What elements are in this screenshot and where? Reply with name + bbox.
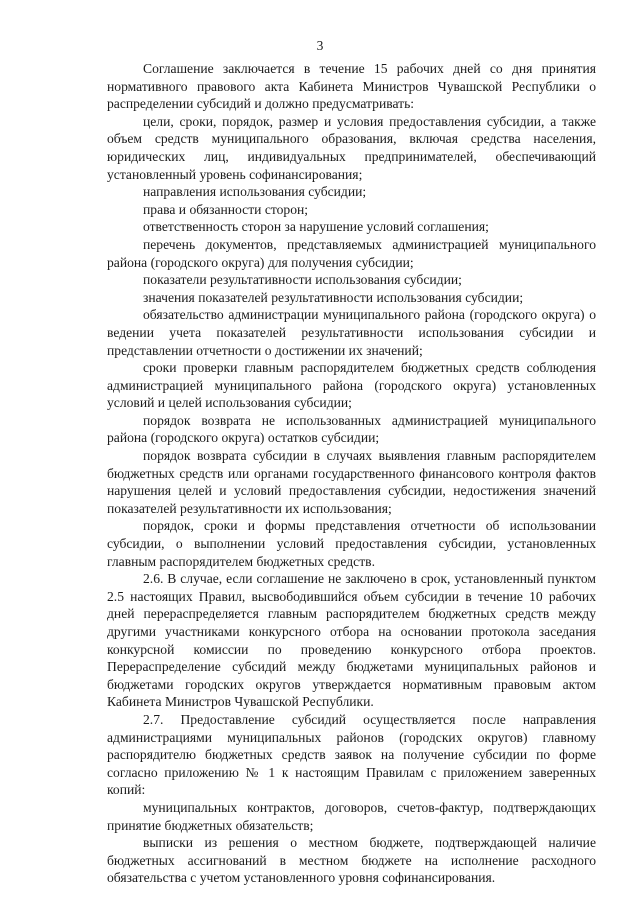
paragraph-documents-list: перечень документов, представляемых администрацией муниципального района (городского округа) для получения субсидии; xyxy=(107,236,596,270)
document-body xyxy=(107,60,596,887)
paragraph-inspection-terms: сроки проверки главным распорядителем бюджетных средств соблюдения администрацией муниципального района (городского округа) установленных условий и целей использования субсидии; xyxy=(107,360,596,411)
paragraph-goals-terms: цели, сроки, порядок, размер и условия предоставления субсидии, а также объем средств муниципального образования, включая средства населения, юридических лиц, индивидуальных предпринимателей, обеспечивающий установленный уровень софинансирования; xyxy=(107,113,596,182)
paragraph-2-6: 2.6. В случае, если соглашение не заключено в срок, установленный пунктом 2.5 настоящих Правил, высвободившийся объем субсидии в течение 10 рабочих дней перераспределяется главным распорядителем бюджетных средств между другими участниками конкурсного отбора на основании протокола заседания конкурсной комиссии по проведению конкурсного отбора проектов. Перераспределение субсидий между бюджетами муниципальных районов и бюджетами городских округов утверждается нормативным правовым актом Кабинета Министров Чувашской Республики. xyxy=(107,571,596,710)
paragraph-agreement-intro: Соглашение заключается в течение 15 рабочих дней со дня принятия нормативного правового акта Кабинета Министров Чувашской Республики о распределении субсидий и должно предусматривать: xyxy=(107,61,596,112)
paragraph-2-7: 2.7. Предоставление субсидий осуществляется после направления администрациями муниципальных районов (городских округов) главному распорядителю бюджетных средств заявок на получение субсидии по форме согласно приложению № 1 к настоящим Правилам с приложением заверенных копий: xyxy=(107,711,596,798)
paragraph-responsibility: ответственность сторон за нарушение условий соглашения; xyxy=(143,219,489,235)
paragraph-accounting-obligation: обязательство администрации муниципального района (городского округа) о ведении учета показателей результативности использования субсидии и представлении отчетности о достижении их значений; xyxy=(107,307,596,358)
paragraph-return-unused: порядок возврата не использованных администрацией муниципального района (городского округа) остатков субсидии; xyxy=(107,412,596,446)
page-number: 3 xyxy=(316,38,324,53)
paragraph-indicators: показатели результативности использования субсидии; xyxy=(143,272,462,288)
paragraph-return-violations: порядок возврата субсидии в случаях выявления главным распорядителем бюджетных средств или органами государственного финансового контроля фактов нарушения целей и условий предоставления субсидии, недостижения значений показателей результативности их использования; xyxy=(107,448,596,516)
paragraph-indicator-values: значения показателей результативности использования субсидии; xyxy=(143,289,524,305)
paragraph-budget-extract: выписки из решения о местном бюджете, подтверждающей наличие бюджетных ассигнований в местном бюджете на исполнение расходного обязательства с учетом установленного уровня софинансирования. xyxy=(107,835,596,886)
paragraph-contracts: муниципальных контрактов, договоров, счетов-фактур, подтверждающих принятие бюджетных обязательств; xyxy=(107,799,596,833)
paragraph-rights-duties: права и обязанности сторон; xyxy=(143,201,309,217)
paragraph-reporting: порядок, сроки и формы представления отчетности об использовании субсидии, о выполнении условий предоставления субсидии, установленных главным распорядителем бюджетных средств. xyxy=(107,518,596,569)
paragraph-directions: направления использования субсидии; xyxy=(143,184,367,200)
